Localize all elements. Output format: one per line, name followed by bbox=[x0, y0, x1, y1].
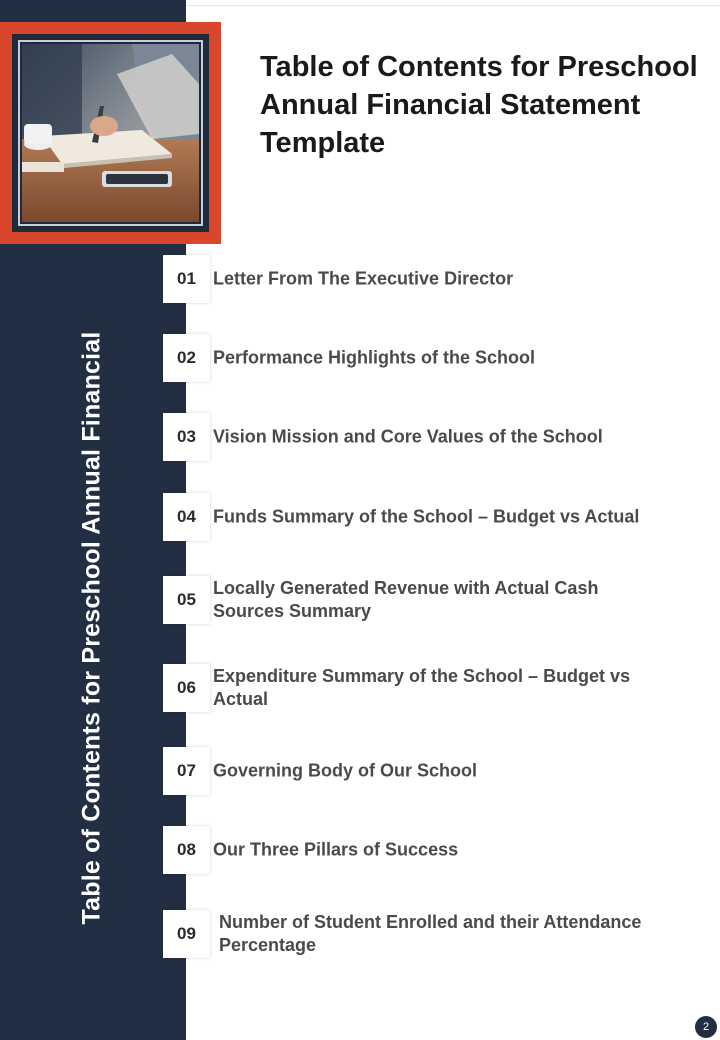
toc-entry-text: Number of Student Enrolled and their Attendance Percentage bbox=[219, 912, 642, 955]
toc-item[interactable] bbox=[163, 910, 683, 958]
toc-item[interactable] bbox=[163, 413, 683, 461]
toc-item[interactable] bbox=[163, 493, 683, 541]
sidebar-vertical-title: Table of Contents for Preschool Annual Financial bbox=[77, 331, 106, 925]
toc-number: 02 bbox=[163, 334, 210, 382]
toc-entry-text: Funds Summary of the School – Budget vs Actual bbox=[213, 506, 640, 527]
toc-item[interactable] bbox=[163, 255, 683, 303]
toc-number: 05 bbox=[163, 576, 210, 624]
toc-entry-text: Vision Mission and Core Values of the School bbox=[213, 426, 603, 447]
toc-item[interactable] bbox=[163, 576, 683, 624]
toc-entry-text: Performance Highlights of the School bbox=[213, 347, 536, 368]
header-photo bbox=[22, 44, 199, 222]
toc-item[interactable] bbox=[163, 664, 683, 712]
toc-number: 03 bbox=[163, 413, 210, 461]
toc-entry-text: Governing Body of Our School bbox=[213, 760, 478, 781]
page-title: Table of Contents for Preschool Annual Financial Statement Template bbox=[260, 51, 698, 159]
toc-number: 04 bbox=[163, 493, 210, 541]
top-divider bbox=[186, 5, 720, 6]
toc-entry-text: Expenditure Summary of the School – Budget vs Actual bbox=[213, 666, 631, 709]
toc-item[interactable] bbox=[163, 747, 683, 795]
toc-item[interactable] bbox=[163, 334, 683, 382]
toc-entry-text: Letter From The Executive Director bbox=[213, 268, 514, 289]
page-number-badge: 2 bbox=[695, 1016, 717, 1038]
toc-number: 01 bbox=[163, 255, 210, 303]
header-photo-frame bbox=[0, 22, 221, 244]
toc-number: 06 bbox=[163, 664, 210, 712]
toc-number: 09 bbox=[163, 910, 210, 958]
toc-entry-text: Locally Generated Revenue with Actual Cash Sources Summary bbox=[213, 578, 599, 621]
toc-item[interactable] bbox=[163, 826, 683, 874]
toc-number: 07 bbox=[163, 747, 210, 795]
toc-entry-text: Our Three Pillars of Success bbox=[213, 839, 459, 860]
toc-number: 08 bbox=[163, 826, 210, 874]
